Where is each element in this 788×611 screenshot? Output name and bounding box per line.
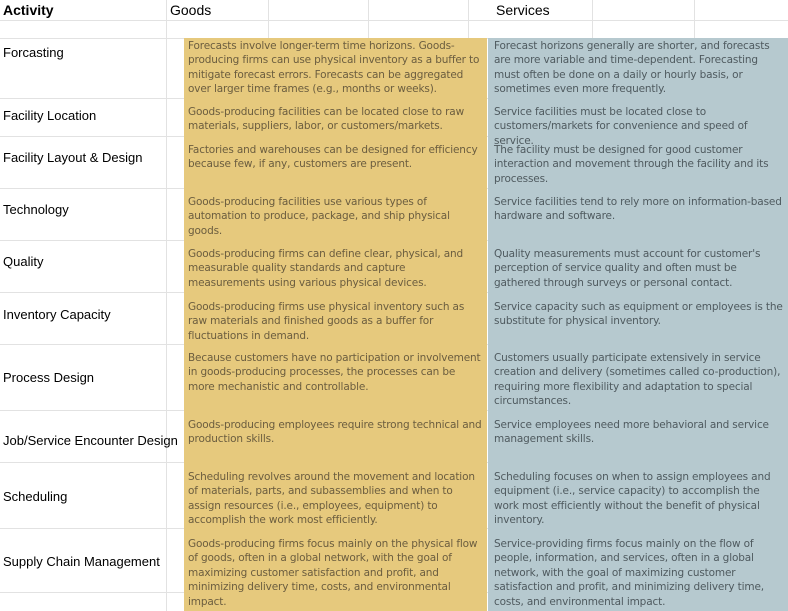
goods-cell[interactable]: Factories and warehouses can be designed for efficiency because few, if any, customers are present. <box>188 144 478 171</box>
activity-cell[interactable]: Facility Location <box>3 108 97 123</box>
activity-cell[interactable]: Process Design <box>3 370 95 385</box>
goods-cell[interactable]: Goods-producing employees require strong technical and production skills. <box>188 419 482 446</box>
services-cell[interactable]: Quality measurements must account for customer's perception of service quality and often must be gathered through surveys or personal contact. <box>494 248 761 289</box>
services-cell[interactable]: Service facilities tend to rely more on information-based hardware and software. <box>494 196 782 223</box>
activity-cell[interactable]: Job/Service Encounter Design <box>3 433 178 448</box>
gridline-row <box>0 20 788 21</box>
services-cell[interactable]: Service facilities must be located close to customers/markets for convenience and speed of service. <box>494 106 748 147</box>
goods-cell[interactable]: Goods-producing facilities can be located close to raw materials, suppliers, labor, or customers/markets. <box>188 106 465 133</box>
goods-cell[interactable]: Forecasts involve longer-term time horizons. Goods-producing firms can use physical inventory as a buffer to mitigate forecast errors. Forecasts can be aggregated over larger time frames (e.g., months or weeks). <box>188 40 480 96</box>
goods-cell[interactable]: Scheduling revolves around the movement and location of materials, parts, and subassemblies and when to assign resources (i.e., employees, equipment) to accomplish the work most efficiently. <box>188 471 475 527</box>
header-activity[interactable]: Activity <box>3 2 54 18</box>
activity-cell[interactable]: Supply Chain Management <box>3 554 160 569</box>
header-services[interactable]: Services <box>496 2 550 18</box>
goods-cell[interactable]: Goods-producing firms use physical inventory such as raw materials and finished goods as a buffer for fluctuations in demand. <box>188 301 465 342</box>
services-cell[interactable]: Scheduling focuses on when to assign employees and equipment (i.e., service capacity) to accomplish the work most efficiently without the benefit of physical inventory. <box>494 471 771 527</box>
services-cell[interactable]: Forecast horizons generally are shorter, and forecasts are more variable and time-dependent. Forecasting must often be done on a daily or hourly basis, or sometimes even more frequently. <box>494 40 770 96</box>
goods-cell[interactable]: Goods-producing firms can define clear, physical, and measurable quality standards and capture measurements using various physical devices. <box>188 248 464 289</box>
gridline-column <box>166 0 167 611</box>
services-cell[interactable]: Customers usually participate extensively in service creation and delivery (sometimes called co-production), requiring more flexibility and adaptation to special circumstances. <box>494 352 781 408</box>
activity-cell[interactable]: Forcasting <box>3 45 64 60</box>
activity-cell[interactable]: Technology <box>3 202 69 217</box>
services-cell[interactable]: Service employees need more behavioral and service management skills. <box>494 419 769 446</box>
goods-cell[interactable]: Because customers have no participation or involvement in goods-producing processes, the processes can be more mechanistic and controllable. <box>188 352 481 393</box>
activity-cell[interactable]: Inventory Capacity <box>3 307 111 322</box>
services-cell[interactable]: The facility must be designed for good customer interaction and movement through the facility and its processes. <box>494 144 769 185</box>
goods-cell[interactable]: Goods-producing firms focus mainly on the physical flow of goods, often in a global network, with the goal of maximizing customer satisfaction and profit, and minimizing delivery time, costs, and environmental impact. <box>188 538 478 608</box>
goods-cell[interactable]: Goods-producing facilities use various types of automation to produce, package, and ship physical goods. <box>188 196 450 237</box>
activity-cell[interactable]: Scheduling <box>3 489 68 504</box>
activity-cell[interactable]: Facility Layout & Design <box>3 150 143 165</box>
services-cell[interactable]: Service-providing firms focus mainly on the flow of people, information, and services, often in a global network, with the goal of maximizing customer satisfaction and profit, and minimizing delivery time, costs, and environmental impact. <box>494 538 764 608</box>
header-goods[interactable]: Goods <box>170 2 212 18</box>
services-cell[interactable]: Service capacity such as equipment or employees is the substitute for physical inventory. <box>494 301 783 328</box>
activity-cell[interactable]: Quality <box>3 254 44 269</box>
